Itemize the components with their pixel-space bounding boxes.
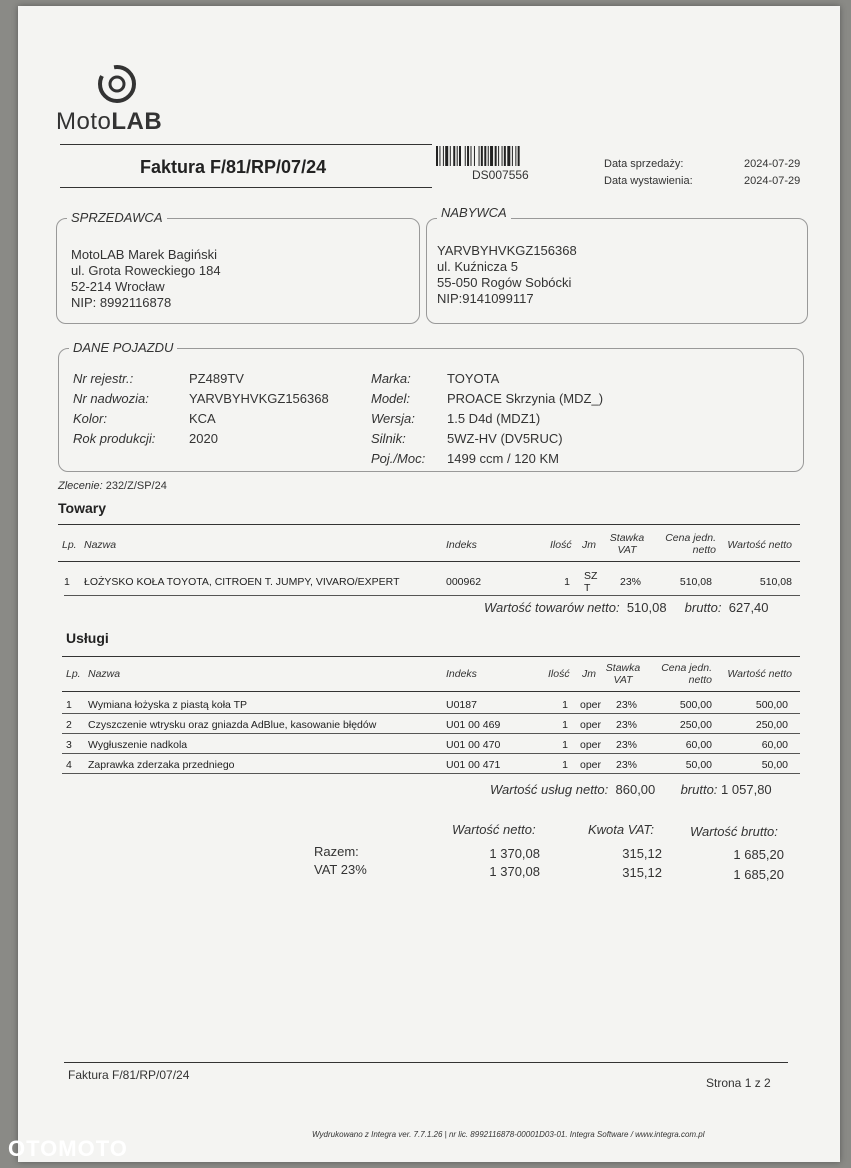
vehicle-label: Nr rejestr.: bbox=[73, 371, 134, 386]
col-value: Wartość netto bbox=[727, 539, 792, 551]
date-values bbox=[744, 156, 800, 190]
order-value: 232/Z/SP/24 bbox=[105, 480, 167, 492]
otomoto-watermark: OTOMOTO bbox=[8, 1136, 128, 1161]
totals-net: 1 370,08 bbox=[489, 864, 540, 879]
motolab-logo-icon bbox=[92, 64, 142, 108]
buyer-line: NIP:9141099117 bbox=[437, 291, 534, 306]
seller-line: ul. Grota Roweckiego 184 bbox=[71, 263, 221, 278]
col-vat: Stawka VAT bbox=[609, 532, 645, 556]
totals-header-vat: Kwota VAT: bbox=[588, 822, 654, 837]
buyer-line: 55-050 Rogów Sobócki bbox=[437, 275, 572, 290]
col-index: Indeks bbox=[446, 668, 477, 680]
vehicle-label: Poj./Moc: bbox=[371, 451, 426, 466]
seller-address bbox=[71, 247, 221, 311]
col-qty: Ilość bbox=[550, 539, 572, 551]
vehicle-value: PZ489TV bbox=[189, 371, 244, 386]
vehicle-value: 5WZ-HV (DV5RUC) bbox=[447, 431, 563, 446]
order-number bbox=[58, 480, 167, 492]
vehicle-label: Nr nadwozia: bbox=[73, 391, 149, 406]
issue-date-label: Data wystawienia: bbox=[604, 175, 693, 187]
vehicle-value: KCA bbox=[189, 411, 216, 426]
col-name: Nazwa bbox=[84, 539, 117, 551]
totals-header-net: Wartość netto: bbox=[452, 822, 536, 837]
invoice-paper bbox=[18, 6, 840, 1162]
totals-label: VAT 23% bbox=[314, 862, 367, 877]
footer-invoice-ref: Faktura F/81/RP/07/24 bbox=[68, 1068, 190, 1082]
vehicle-label: Silnik: bbox=[371, 431, 406, 446]
date-labels bbox=[604, 156, 693, 190]
col-unit: Jm bbox=[582, 668, 596, 680]
vehicle-value: 2020 bbox=[189, 431, 218, 446]
barcode-image bbox=[436, 146, 576, 166]
vehicle-value: 1499 ccm / 120 KM bbox=[447, 451, 559, 466]
vehicle-value: YARVBYHVKGZ156368 bbox=[189, 391, 329, 406]
col-index: Indeks bbox=[446, 539, 477, 551]
vehicle-label: Marka: bbox=[371, 371, 411, 386]
col-lp: Lp. bbox=[62, 539, 77, 551]
vehicle-box bbox=[58, 340, 804, 472]
vehicle-label: Kolor: bbox=[73, 411, 107, 426]
services-summary: Wartość usług netto: 860,00 brutto: 1 057,80 bbox=[490, 782, 772, 797]
col-vat: Stawka VAT bbox=[605, 662, 641, 686]
vehicle-label: Model: bbox=[371, 391, 411, 406]
table-row: 3 Wygłuszenie nadkola U01 00 470 1 oper 23% 60,00 60,00 bbox=[62, 734, 800, 754]
table-row: 2 Czyszczenie wtrysku oraz gniazda AdBlue, kasowanie błędów U01 00 469 1 oper 23% 250,00 250,00 bbox=[62, 714, 800, 734]
vehicle-label: Rok produkcji: bbox=[73, 431, 156, 446]
vehicle-legend: DANE POJAZDU bbox=[69, 340, 177, 355]
col-price: Cena jedn. netto bbox=[665, 532, 716, 556]
issue-date: 2024-07-29 bbox=[744, 175, 801, 187]
vehicle-value: PROACE Skrzynia (MDZ_) bbox=[447, 391, 604, 406]
invoice-title: Faktura F/81/RP/07/24 bbox=[140, 157, 327, 177]
buyer-line: YARVBYHVKGZ156368 bbox=[437, 243, 577, 258]
footer-printed-by: Wydrukowano z Integra ver. 7.7.1.26 | nr lic. 8992116878-00001D03-01. Integra Software / www.integra.com.pl bbox=[312, 1130, 705, 1139]
sale-date-label: Data sprzedaży: bbox=[604, 158, 684, 170]
table-row: 1 Wymiana łożyska z piastą koła TP U0187 1 oper 23% 500,00 500,00 bbox=[62, 694, 800, 714]
totals-gross: 1 685,20 bbox=[733, 847, 784, 862]
col-unit: Jm bbox=[582, 539, 596, 551]
vehicle-label: Wersja: bbox=[371, 411, 415, 426]
footer-page-number: Strona 1 z 2 bbox=[706, 1076, 771, 1090]
vehicle-value: TOYOTA bbox=[447, 371, 500, 386]
goods-table-header bbox=[58, 524, 800, 562]
buyer-address bbox=[437, 243, 577, 307]
seller-line: NIP: 8992116878 bbox=[71, 295, 172, 310]
buyer-line: ul. Kuźnicza 5 bbox=[437, 259, 518, 274]
buyer-legend: NABYWCA bbox=[437, 205, 511, 220]
motolab-logo bbox=[56, 64, 186, 134]
services-table-header bbox=[62, 656, 800, 692]
logo-wordmark: MotoLAB bbox=[56, 108, 163, 135]
totals-label: Razem: bbox=[314, 844, 359, 859]
col-qty: Ilość bbox=[548, 668, 570, 680]
vehicle-value: 1.5 D4d (MDZ1) bbox=[447, 411, 541, 426]
goods-heading: Towary bbox=[58, 500, 106, 516]
totals-gross: 1 685,20 bbox=[733, 867, 784, 882]
totals-net: 1 370,08 bbox=[489, 846, 540, 861]
totals-vat: 315,12 bbox=[622, 865, 662, 880]
footer-divider bbox=[64, 1062, 788, 1063]
totals-header-gross: Wartość brutto: bbox=[690, 824, 778, 839]
sale-date: 2024-07-29 bbox=[744, 158, 801, 170]
col-lp: Lp. bbox=[66, 668, 81, 680]
table-row: 4 Zaprawka zderzaka przedniego U01 00 471 1 oper 23% 50,00 50,00 bbox=[62, 754, 800, 774]
col-name: Nazwa bbox=[88, 668, 121, 680]
seller-line: 52-214 Wrocław bbox=[71, 279, 165, 294]
totals-vat: 315,12 bbox=[622, 846, 662, 861]
services-heading: Usługi bbox=[66, 630, 109, 646]
seller-legend: SPRZEDAWCA bbox=[67, 210, 167, 225]
col-value: Wartość netto bbox=[727, 668, 792, 680]
seller-line: MotoLAB Marek Bagiński bbox=[71, 247, 217, 262]
goods-summary: Wartość towarów netto: 510,08 brutto: 627,40 bbox=[484, 600, 769, 615]
barcode-number: DS007556 bbox=[472, 168, 529, 182]
invoice-title-bar bbox=[60, 144, 432, 188]
buyer-box bbox=[426, 205, 808, 324]
seller-box bbox=[56, 210, 420, 324]
col-price: Cena jedn. netto bbox=[661, 662, 712, 686]
order-label: Zlecenie: bbox=[58, 480, 103, 492]
table-row: 1 ŁOŻYSKO KOŁA TOYOTA, CITROEN T. JUMPY, VIVARO/EXPERT 000962 1 SZ T 23% 510,08 510,08 bbox=[64, 564, 800, 596]
